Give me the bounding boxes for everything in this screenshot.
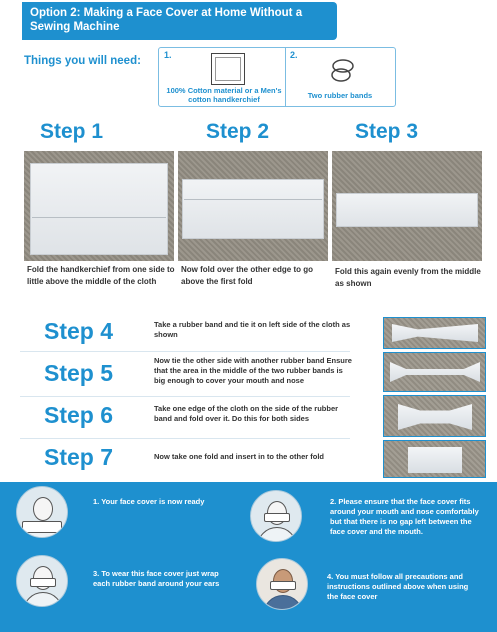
face-cover-icon xyxy=(22,521,62,533)
tip-1-text: 1. Your face cover is now ready xyxy=(93,497,205,506)
rubber-bands-icon xyxy=(326,58,360,84)
step-2-fold-line xyxy=(184,199,322,200)
needs-label: Things you will need: xyxy=(24,55,141,67)
step-4-cloth xyxy=(392,324,478,342)
face-cover-icon xyxy=(270,581,296,590)
person-shoulders-icon xyxy=(257,527,297,542)
page-title: Option 2: Making a Face Cover at Home Without a Sewing Machine xyxy=(30,7,303,33)
step-3-title: Step 3 xyxy=(355,120,419,143)
tip-4-photo xyxy=(256,558,308,610)
tip-1-illustration xyxy=(16,486,68,538)
person-shoulders-icon xyxy=(23,592,63,607)
step-7-cloth xyxy=(408,447,462,473)
tip-2-text: 2. Please ensure that the face cover fits around your mouth and nose comfortably but that there is no gap left between the face cover and the mouth. xyxy=(330,497,479,536)
step-divider xyxy=(20,438,350,439)
step-1-cloth xyxy=(30,163,168,255)
step-5-photo xyxy=(383,352,486,392)
step-2-photo xyxy=(178,151,328,261)
step-5-text: Now tie the other side with another rubber band Ensure that the area in the middle of the two rubber bands is big enough to cover your mouth and nose xyxy=(154,356,352,385)
step-2-title: Step 2 xyxy=(206,120,270,143)
step-divider xyxy=(20,351,350,352)
face-cover-icon xyxy=(30,578,56,587)
step-6-text: Take one edge of the cloth on the side of the rubber band and fold over it. Do this for both sides xyxy=(154,404,339,423)
step-1-caption: Fold the handkerchief from one side to little above the middle of the cloth xyxy=(27,265,175,286)
tip-4-text: 4. You must follow all precautions and instructions outlined above when using the face cover xyxy=(327,572,469,601)
need-number-2: 2. xyxy=(290,50,298,60)
step-7-title: Step 7 xyxy=(44,444,114,470)
step-2-cloth xyxy=(182,179,324,239)
step-3-photo xyxy=(332,151,482,261)
need-number-1: 1. xyxy=(164,50,172,60)
tip-3-text: 3. To wear this face cover just wrap each rubber band around your ears xyxy=(93,569,220,588)
step-4-title: Step 4 xyxy=(44,318,114,344)
person-face-icon xyxy=(33,497,53,521)
step-2-caption: Now fold over the other edge to go above the first fold xyxy=(181,265,313,286)
step-6-title: Step 6 xyxy=(44,402,114,428)
handkerchief-icon-inner xyxy=(215,57,241,81)
tip-2-illustration xyxy=(250,490,302,542)
step-5-cloth xyxy=(390,362,480,382)
tip-3-illustration xyxy=(16,555,68,607)
step-3-cloth xyxy=(336,193,478,227)
step-7-text: Now take one fold and insert in to the other fold xyxy=(154,452,325,461)
step-divider xyxy=(20,396,350,397)
step-4-text: Take a rubber band and tie it on left side of the cloth as shown xyxy=(154,320,351,339)
step-1-photo xyxy=(24,151,174,261)
need-text-2: Two rubber bands xyxy=(307,91,373,100)
person-shoulders-icon xyxy=(263,595,303,610)
step-7-photo xyxy=(383,440,486,478)
step-6-cloth xyxy=(398,404,472,430)
step-1-fold-line xyxy=(32,217,166,218)
face-cover-icon xyxy=(264,513,290,522)
step-5-title: Step 5 xyxy=(44,360,114,386)
step-4-photo xyxy=(383,317,486,349)
need-text-1: 100% Cotton material or a Men's cotton handkerchief xyxy=(166,86,282,104)
needs-divider xyxy=(285,47,286,107)
step-6-photo xyxy=(383,395,486,437)
page-title-banner xyxy=(22,2,337,40)
step-3-caption: Fold this again evenly from the middle as shown xyxy=(335,267,481,288)
step-1-title: Step 1 xyxy=(40,120,104,143)
